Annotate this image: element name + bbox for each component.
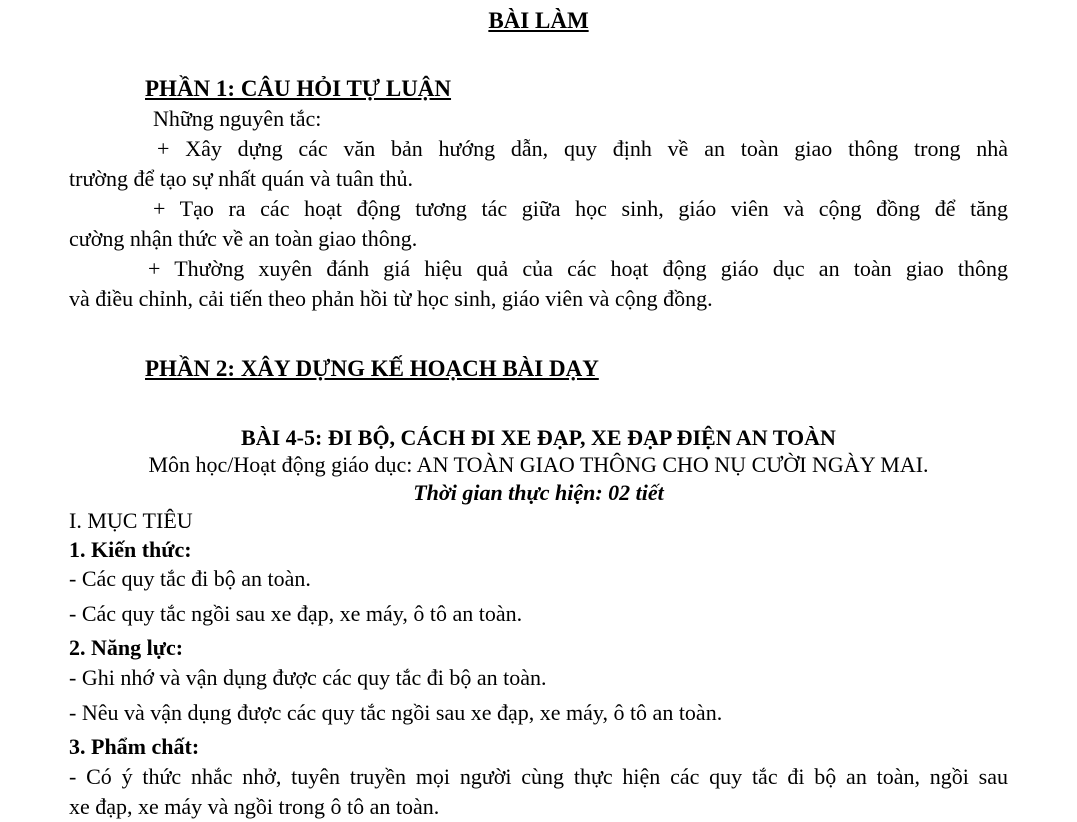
quality-item-1-line1: - Có ý thức nhắc nhở, tuyên truyền mọi người cùng thực hiện các quy tắc đi bộ an toàn, ngồi sau	[69, 764, 1008, 789]
principles-intro: Những nguyên tắc:	[153, 106, 322, 131]
lesson-title: BÀI 4-5: ĐI BỘ, CÁCH ĐI XE ĐẠP, XE ĐẠP ĐIỆN AN TOÀN	[241, 425, 836, 450]
part2-heading: PHẦN 2: XÂY DỰNG KẾ HOẠCH BÀI DẠY	[145, 356, 599, 381]
part1-heading: PHẦN 1: CÂU HỎI TỰ LUẬN	[145, 76, 452, 101]
principle-1-line2: trường để tạo sự nhất quán và tuân thủ.	[69, 166, 414, 191]
lesson-subject: Môn học/Hoạt động giáo dục: AN TOÀN GIAO THÔNG CHO NỤ CƯỜI NGÀY MAI.	[148, 452, 929, 477]
document-title: BÀI LÀM	[488, 8, 589, 33]
ability-item-1: - Ghi nhớ và vận dụng được các quy tắc đi bộ an toàn.	[69, 665, 547, 690]
principle-1-line1: + Xây dựng các văn bản hướng dẫn, quy định về an toàn giao thông trong nhà	[157, 136, 1008, 161]
ability-item-2: - Nêu và vận dụng được các quy tắc ngồi sau xe đạp, xe máy, ô tô an toàn.	[69, 700, 723, 725]
principle-2-line1: + Tạo ra các hoạt động tương tác giữa học sinh, giáo viên và cộng đồng để tăng	[153, 196, 1008, 221]
principle-3-line2: và điều chỉnh, cải tiến theo phản hồi từ học sinh, giáo viên và cộng đồng.	[69, 286, 713, 311]
lesson-duration: Thời gian thực hiện: 02 tiết	[413, 480, 664, 505]
quality-item-1-line2: xe đạp, xe máy và ngồi trong ô tô an toàn.	[69, 794, 440, 819]
knowledge-heading: 1. Kiến thức:	[69, 537, 192, 562]
principle-3-line1: + Thường xuyên đánh giá hiệu quả của các hoạt động giáo dục an toàn giao thông	[148, 256, 1008, 281]
ability-heading: 2. Năng lực:	[69, 635, 184, 660]
quality-heading: 3. Phẩm chất:	[69, 734, 200, 759]
knowledge-item-2: - Các quy tắc ngồi sau xe đạp, xe máy, ô tô an toàn.	[69, 601, 523, 626]
section-objectives: I. MỤC TIÊU	[69, 508, 193, 533]
knowledge-item-1: - Các quy tắc đi bộ an toàn.	[69, 566, 311, 591]
principle-2-line2: cường nhận thức về an toàn giao thông.	[69, 226, 418, 251]
